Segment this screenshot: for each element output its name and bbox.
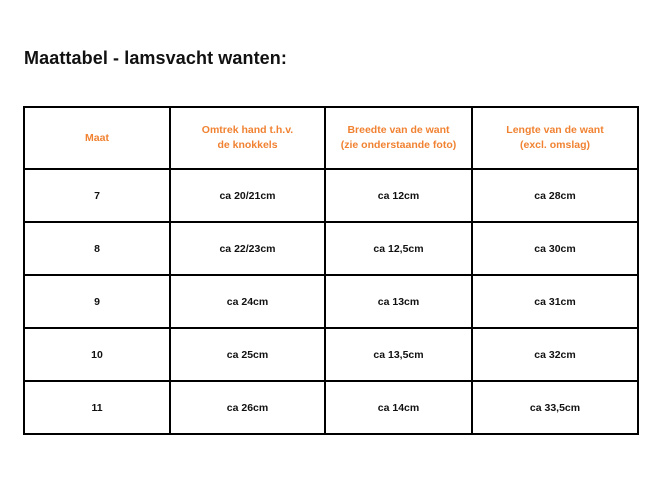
cell-mitten-width: ca 13cm bbox=[325, 275, 472, 328]
header-cell-hand-circumference bbox=[170, 107, 325, 169]
cell-size: 11 bbox=[24, 381, 170, 434]
cell-size: 9 bbox=[24, 275, 170, 328]
cell-mitten-width: ca 13,5cm bbox=[325, 328, 472, 381]
header-cell-size bbox=[24, 107, 170, 169]
table-row bbox=[24, 169, 638, 222]
header-line: (excl. omslag) bbox=[519, 139, 591, 151]
header-line: Maat bbox=[85, 131, 109, 144]
cell-mitten-width: ca 14cm bbox=[325, 381, 472, 434]
cell-mitten-width: ca 12cm bbox=[325, 169, 472, 222]
cell-size: 10 bbox=[24, 328, 170, 381]
header-line: (zie onderstaande foto) bbox=[340, 139, 457, 151]
header-cell-mitten-length bbox=[472, 107, 638, 169]
header-line: Breedte van de want bbox=[347, 124, 450, 136]
header-line: de knokkels bbox=[217, 139, 278, 151]
cell-hand-circumference: ca 20/21cm bbox=[170, 169, 325, 222]
cell-mitten-length: ca 30cm bbox=[472, 222, 638, 275]
cell-mitten-length: ca 31cm bbox=[472, 275, 638, 328]
page-title: Maattabel - lamsvacht wanten: bbox=[24, 48, 287, 68]
cell-hand-circumference: ca 24cm bbox=[170, 275, 325, 328]
size-table bbox=[23, 106, 639, 435]
cell-mitten-length: ca 28cm bbox=[472, 169, 638, 222]
header-cell-mitten-width bbox=[325, 107, 472, 169]
header-line: Lengte van de want bbox=[506, 124, 604, 136]
table-row bbox=[24, 222, 638, 275]
cell-mitten-length: ca 33,5cm bbox=[472, 381, 638, 434]
cell-hand-circumference: ca 26cm bbox=[170, 381, 325, 434]
cell-hand-circumference: ca 22/23cm bbox=[170, 222, 325, 275]
cell-hand-circumference: ca 25cm bbox=[170, 328, 325, 381]
cell-mitten-length: ca 32cm bbox=[472, 328, 638, 381]
table-row bbox=[24, 328, 638, 381]
header-row bbox=[24, 107, 638, 169]
cell-mitten-width: ca 12,5cm bbox=[325, 222, 472, 275]
table-row bbox=[24, 275, 638, 328]
cell-size: 8 bbox=[24, 222, 170, 275]
header-line: Omtrek hand t.h.v. bbox=[201, 124, 294, 136]
cell-size: 7 bbox=[24, 169, 170, 222]
table-row bbox=[24, 381, 638, 434]
